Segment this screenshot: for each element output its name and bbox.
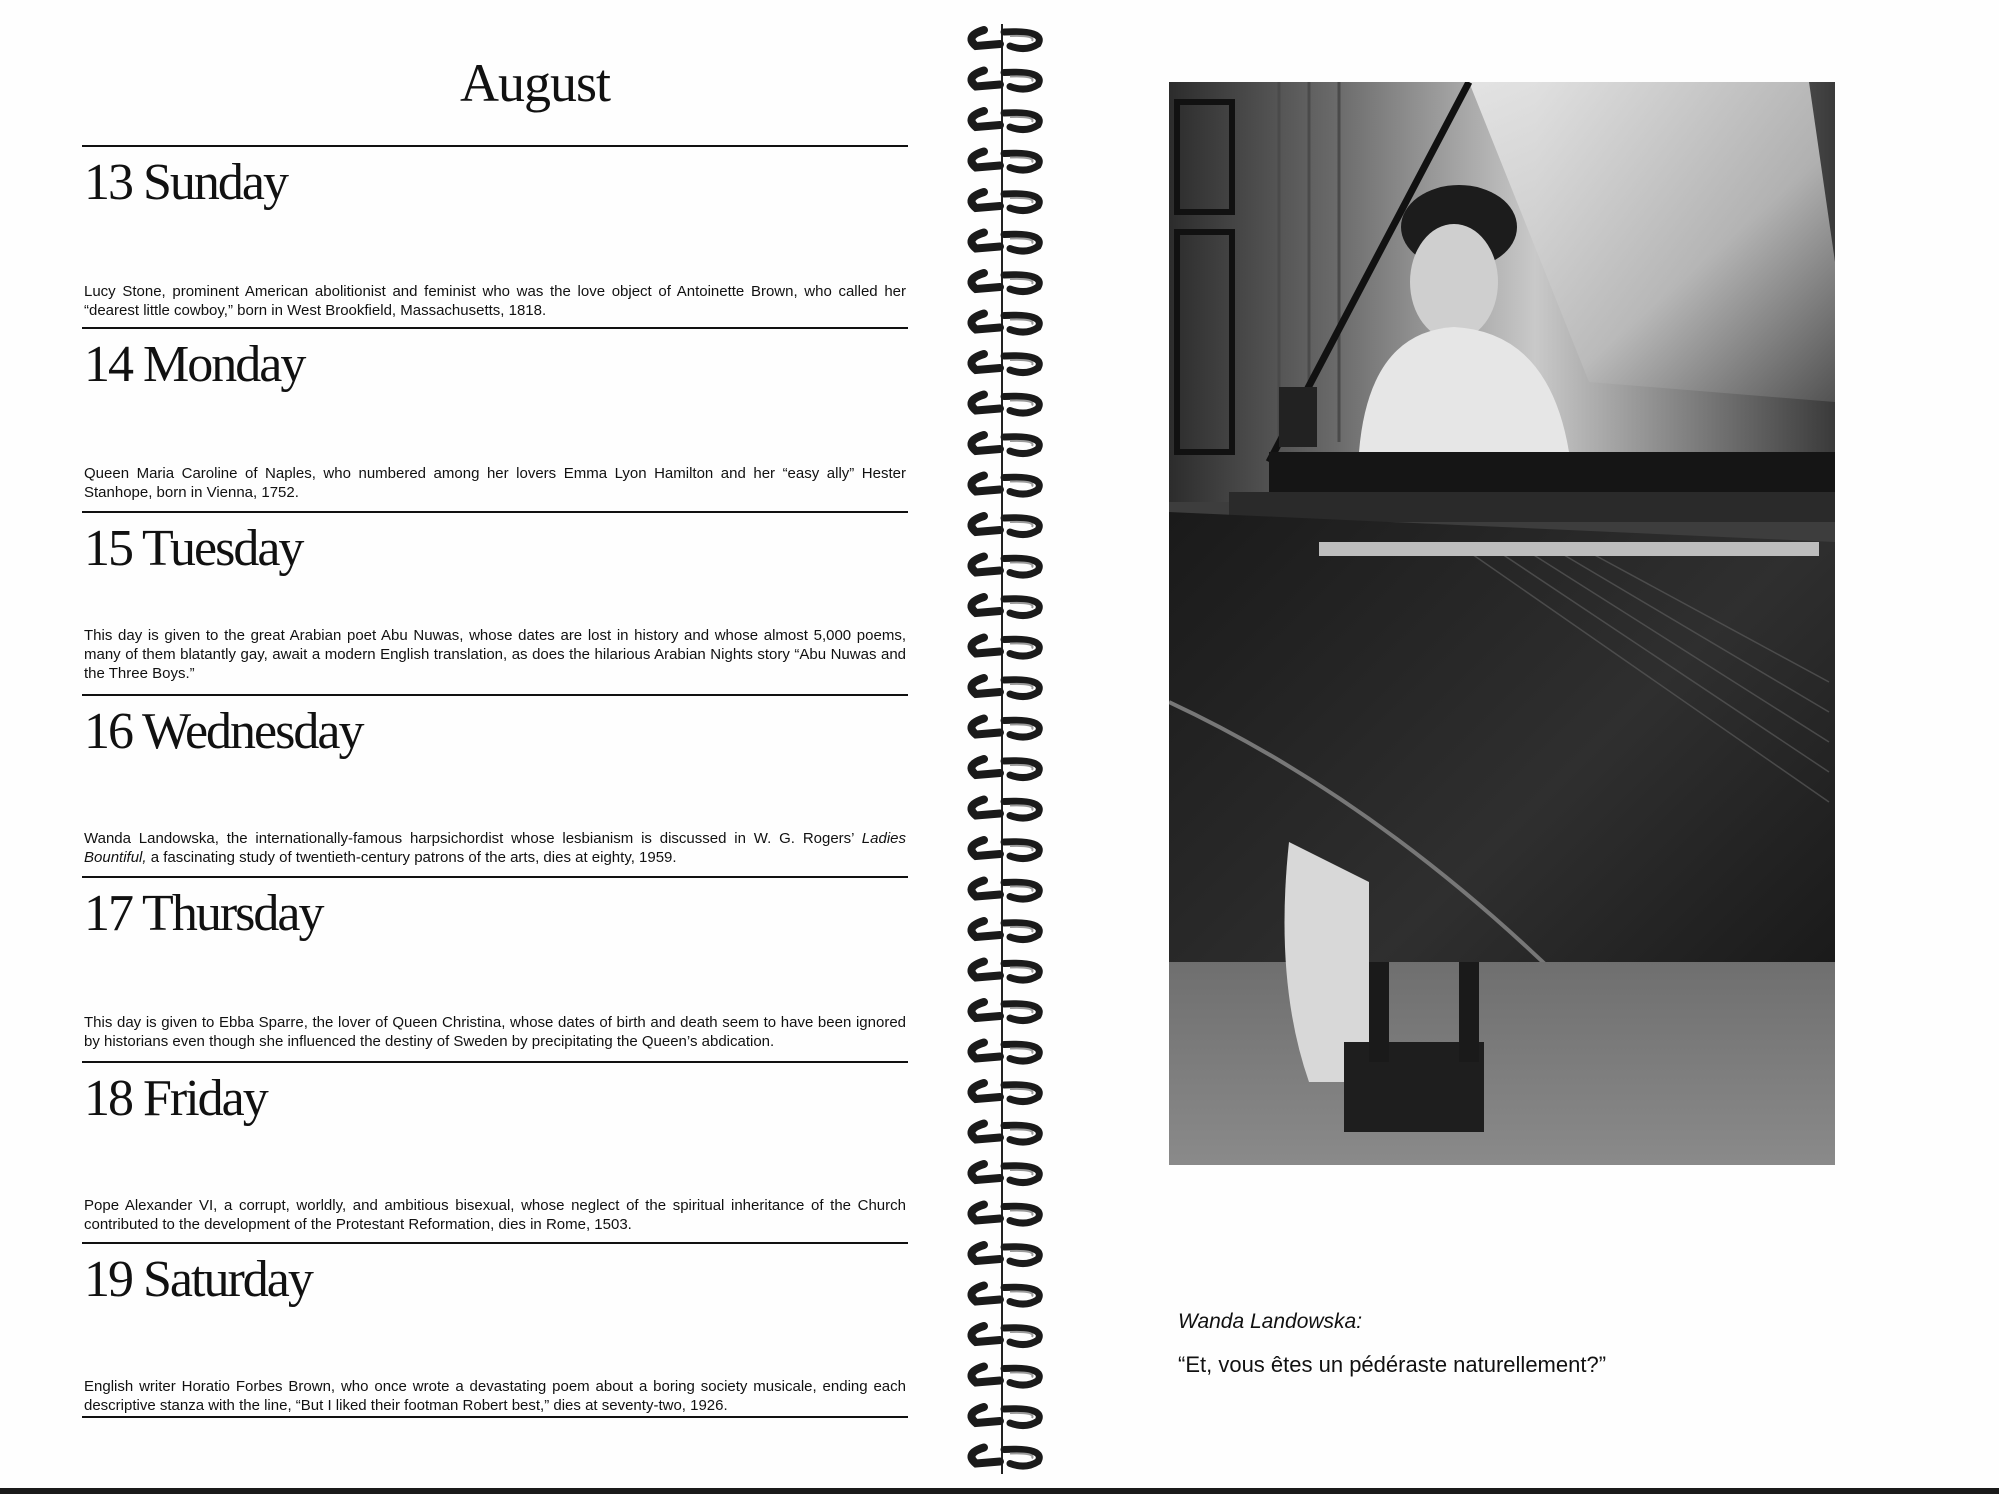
divider (82, 694, 908, 696)
caption-name: Wanda Landowska: (1178, 1310, 1363, 1333)
spiral-coil (972, 1245, 1040, 1264)
day-text-part: a fascinating study of twentieth-century patrons of the arts, dies at eighty, 1959. (146, 849, 677, 866)
left-page (0, 0, 960, 1494)
spiral-coil (972, 192, 1040, 211)
spiral-coil (972, 1083, 1040, 1102)
day-text (84, 829, 906, 867)
spiral-coil (972, 921, 1040, 940)
spiral-coil (972, 881, 1040, 900)
spiral-coil (972, 1407, 1040, 1426)
day-text: Lucy Stone, prominent American abolitionist and feminist who was the love object of Antoinette Brown, who called her “dearest little cowboy,” born in West Brookfield, Massachusetts, 1818. (84, 283, 906, 319)
spiral-coil (972, 354, 1040, 373)
divider (82, 1061, 908, 1063)
spiral-coil (972, 273, 1040, 292)
day-heading: 18 Friday (84, 1070, 267, 1127)
day-text: Queen Maria Caroline of Naples, who numbered among her lovers Emma Lyon Hamilton and her “easy ally” Hester Stanhope, born in Vienna, 1752. (84, 465, 906, 501)
day-heading: 14 Monday (84, 336, 305, 393)
day-text-part: Wanda Landowska, the internationally-famous harpsichordist whose lesbianism is discussed in W. G. Rogers’ (84, 830, 862, 847)
spiral-coil (972, 800, 1040, 819)
spiral-coil (972, 1326, 1040, 1345)
day-heading: 13 Sunday (84, 154, 287, 211)
spiral-coil (972, 1367, 1040, 1386)
spiral-coil (972, 597, 1040, 616)
spiral-coil (972, 759, 1040, 778)
day-heading: 16 Wednesday (84, 703, 363, 760)
book-title: Ladies Bountiful, (84, 830, 906, 866)
divider (82, 876, 908, 878)
spiral-coil (972, 111, 1040, 130)
spiral-coil (972, 516, 1040, 535)
spiral-coil (972, 233, 1040, 252)
divider (82, 1242, 908, 1244)
spiral-coil (972, 719, 1040, 738)
spiral-coil (972, 1124, 1040, 1143)
day-heading: 15 Tuesday (84, 520, 303, 577)
spiral-coil (972, 395, 1040, 414)
spiral-coil (972, 1448, 1040, 1467)
spiral-coil (972, 476, 1040, 495)
spiral-coil (972, 1002, 1040, 1021)
spiral-coil (972, 435, 1040, 454)
day-heading: 19 Saturday (84, 1251, 312, 1308)
divider (82, 1416, 908, 1418)
spiral-coil (972, 71, 1040, 90)
spiral-coil (972, 152, 1040, 171)
spiral-coil (972, 557, 1040, 576)
caption-quote: “Et, vous êtes un pédéraste naturellement?” (1178, 1352, 1607, 1377)
page-bottom-edge (0, 1488, 1999, 1494)
spiral-binding (960, 14, 1060, 1484)
spiral-coil (972, 638, 1040, 657)
spiral-coil (972, 1164, 1040, 1183)
divider (82, 327, 908, 329)
day-text: This day is given to the great Arabian poet Abu Nuwas, whose dates are lost in history and whose almost 5,000 poems, many of them blatantly gay, await a modern English translation, as does the hilarious Arabian Nights story “Abu Nuwas and the Three Boys.” (84, 627, 906, 682)
month-title: August (459, 53, 610, 113)
day-text: This day is given to Ebba Sparre, the lover of Queen Christina, whose dates of birth and death seem to have been ignored by historians even though she influenced the destiny of Sweden by precipitating the Queen’s abdication. (84, 1014, 906, 1050)
day-heading: 17 Thursday (84, 885, 323, 942)
divider (82, 145, 908, 147)
spiral-coil (972, 678, 1040, 697)
spiral-coil (972, 1043, 1040, 1062)
day-text: Pope Alexander VI, a corrupt, worldly, and ambitious bisexual, whose neglect of the spiritual inheritance of the Church contributed to the development of the Protestant Reformation, dies in Rome, 1503. (84, 1197, 906, 1233)
spiral-coil (972, 30, 1040, 49)
divider (82, 511, 908, 513)
photo-wanda-landowska-at-harpsichord (1169, 82, 1835, 1165)
spiral-coil (972, 314, 1040, 333)
spiral-coil (972, 1205, 1040, 1224)
spiral-coil (972, 1286, 1040, 1305)
day-text: English writer Horatio Forbes Brown, who once wrote a devastating poem about a boring society musicale, ending each descriptive stanza with the line, “But I liked their footman Robert best,” dies at seventy-two, 1926. (84, 1378, 906, 1414)
spiral-coil (972, 962, 1040, 981)
spiral-coil (972, 840, 1040, 859)
